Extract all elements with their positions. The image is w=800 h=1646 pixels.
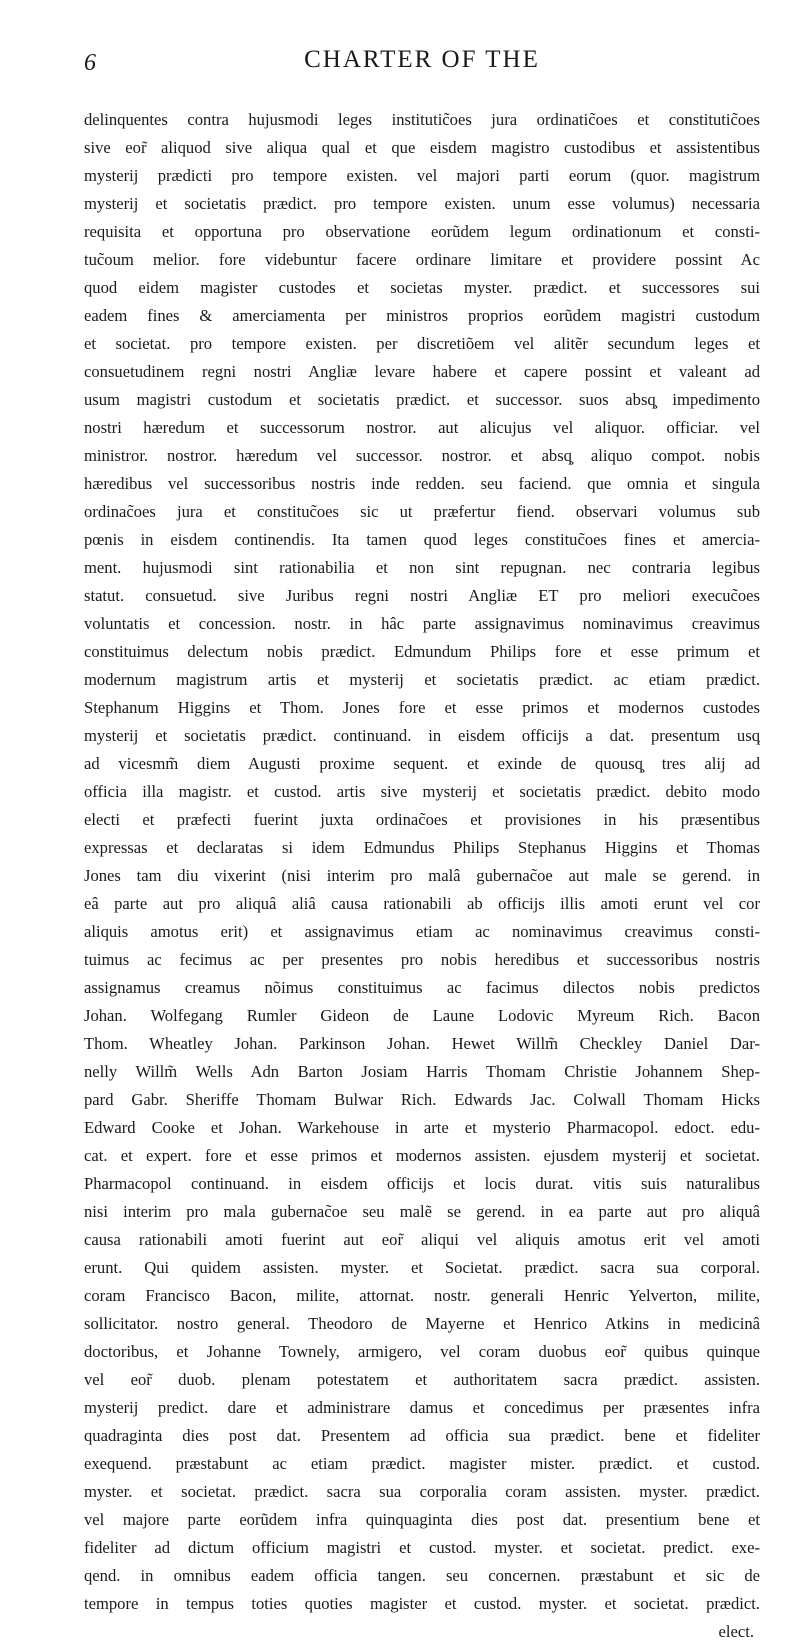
text-line: erunt. Qui quidem assisten. myster. et Societat. prædict. sacra sua corporal. <box>84 1258 760 1277</box>
text-line: hæredibus vel successoribus nostris inde redden. seu faciend. que omnia et singula <box>84 474 760 493</box>
text-line: mysterij et societatis prædict. continuand. in eisdem officijs a dat. presentum usq̧ <box>84 726 760 745</box>
text-line: mysterij predict. dare et administrare damus et concedimus per præsentes infra <box>84 1398 760 1417</box>
text-line: quod eidem magister custodes et societas myster. prædict. et successores sui <box>84 278 760 297</box>
text-line: officia illa magistr. et custod. artis sive mysterij et societatis prædict. debito modo <box>84 782 760 801</box>
text-line: mysterij et societatis prædict. pro tempore existen. unum esse volumus) necessaria <box>84 194 760 213</box>
text-line: expressas et declaratas si idem Edmundus Philips Stephanus Higgins et Thomas <box>84 838 760 857</box>
text-line: delinquentes contra hujusmodi leges institutic̃oes jura ordinatic̃oes et constitutic̃oes <box>84 110 760 129</box>
text-line: et societat. pro tempore existen. per discretiõem vel alitẽr secundum leges et <box>84 334 760 353</box>
text-line: eadem fines & amerciamenta per ministros proprios eorũdem magistri custodum <box>84 306 760 325</box>
text-line: voluntatis et concession. nostr. in hâc parte assignavimus nominavimus creavimus <box>84 614 760 633</box>
text-line: causa rationabili amoti fuerint aut eor̃ aliqui vel aliquis amotus erit vel amoti <box>84 1230 760 1249</box>
text-line: aliquis amotus erit) et assignavimus etiam ac nominavimus creavimus consti- <box>84 922 760 941</box>
text-line: consuetudinem regni nostri Angliæ levare habere et capere possint et valeant ad <box>84 362 760 381</box>
body-text <box>84 106 760 1646</box>
text-line: tempore in tempus toties quoties magister et custod. myster. et societat. prædict. <box>84 1594 760 1613</box>
text-line: requisita et opportuna pro observatione eorũdem legum ordinationum et consti- <box>84 222 760 241</box>
text-line: myster. et societat. prædict. sacra sua corporalia coram assisten. myster. prædict. <box>84 1482 760 1501</box>
text-line: ment. hujusmodi sint rationabilia et non sint repugnan. nec contraria legibus <box>84 558 760 577</box>
text-line: ministror. nostror. hæredum vel successor. nostror. et absq̧ aliquo compot. nobis <box>84 446 760 465</box>
text-line: ad vicesmm̃ diem Augusti proxime sequent. et exinde de quousq̧ tres alij ad <box>84 754 760 773</box>
text-line: eâ parte aut pro aliquâ aliâ causa rationabili ab officijs illis amoti erunt vel cor <box>84 894 760 913</box>
text-line: nostri hæredum et successorum nostror. aut alicujus vel aliquor. officiar. vel <box>84 418 760 437</box>
text-line: Jones tam diu vixerint (nisi interim pro malâ gubernac̃oe aut male se gerend. in <box>84 866 760 885</box>
text-line: statut. consuetud. sive Juribus regni nostri Angliæ ET pro meliori execuc̃oes <box>84 586 760 605</box>
text-line: nisi interim pro mala gubernac̃oe seu malẽ se gerend. in ea parte aut pro aliquâ <box>84 1202 760 1221</box>
text-line: cat. et expert. fore et esse primos et modernos assisten. ejusdem mysterij et societat. <box>84 1146 760 1165</box>
text-line: quadraginta dies post dat. Presentem ad officia sua prædict. bene et fideliter <box>84 1426 760 1445</box>
page-header-title: CHARTER OF THE <box>304 46 540 73</box>
text-line: mysterij prædicti pro tempore existen. vel majori parti eorum (quor. magistrum <box>84 166 760 185</box>
text-line: pard Gabr. Sheriffe Thomam Bulwar Rich. Edwards Jac. Colwall Thomam Hicks <box>84 1090 760 1109</box>
text-line: constituimus delectum nobis prædict. Edmundum Philips fore et esse primum et <box>84 642 760 661</box>
text-line: Thom. Wheatley Johan. Parkinson Johan. Hewet Willm̃ Checkley Daniel Dar- <box>84 1034 760 1053</box>
text-line: fideliter ad dictum officium magistri et custod. myster. et societat. predict. exe- <box>84 1538 760 1557</box>
text-line: sollicitator. nostro general. Theodoro de Mayerne et Henrico Atkins in medicinâ <box>84 1314 760 1333</box>
text-line: coram Francisco Bacon, milite, attornat. nostr. generali Henric Yelverton, milite, <box>84 1286 760 1305</box>
text-line: vel eor̃ duob. plenam potestatem et authoritatem sacra prædict. assisten. <box>84 1370 760 1389</box>
text-line: tuimus ac fecimus ac per presentes pro nobis heredibus et successoribus nostris <box>84 950 760 969</box>
text-line: Edward Cooke et Johan. Warkehouse in arte et mysterio Pharmacopol. edoct. edu- <box>84 1118 760 1137</box>
text-line: elect. <box>718 1622 754 1641</box>
text-line: Johan. Wolfegang Rumler Gideon de Laune Lodovic Myreum Rich. Bacon <box>84 1006 760 1025</box>
page-number: 6 <box>84 50 97 76</box>
text-line: tuc̃oum melior. fore videbuntur facere ordinare limitare et providere possint Ac <box>84 250 760 269</box>
text-line: sive eor̃ aliquod sive aliqua qual et que eisdem magistro custodibus et assistentibus <box>84 138 760 157</box>
text-line: modernum magistrum artis et mysterij et societatis prædict. ac etiam prædict. <box>84 670 760 689</box>
text-line: pœnis in eisdem continendis. Ita tamen quod leges constituc̃oes fines et amercia- <box>84 530 760 549</box>
running-head <box>84 46 760 86</box>
text-line: doctoribus, et Johanne Townely, armigero, vel coram duobus eor̃ quibus quinque <box>84 1342 760 1361</box>
text-line: ordinac̃oes jura et constituc̃oes sic ut præfertur fiend. observari volumus sub <box>84 502 760 521</box>
text-line: assignamus creamus nõimus constituimus ac facimus dilectos nobis predictos <box>84 978 760 997</box>
text-line: Pharmacopol continuand. in eisdem officijs et locis durat. vitis suis naturalibus <box>84 1174 760 1193</box>
text-line: electi et præfecti fuerint juxta ordinac̃oes et provisiones in his præsentibus <box>84 810 760 829</box>
text-line: vel majore parte eorũdem infra quinquaginta dies post dat. presentium bene et <box>84 1510 760 1529</box>
text-line: nelly Willm̃ Wells Adn Barton Josiam Harris Thomam Christie Johannem Shep- <box>84 1062 760 1081</box>
text-line: exequend. præstabunt ac etiam prædict. magister mister. prædict. et custod. <box>84 1454 760 1473</box>
text-line: qend. in omnibus eadem officia tangen. seu concernen. præstabunt et sic de <box>84 1566 760 1585</box>
text-line: Stephanum Higgins et Thom. Jones fore et esse primos et modernos custodes <box>84 698 760 717</box>
text-line: usum magistri custodum et societatis prædict. et successor. suos absq̧ impedimento <box>84 390 760 409</box>
